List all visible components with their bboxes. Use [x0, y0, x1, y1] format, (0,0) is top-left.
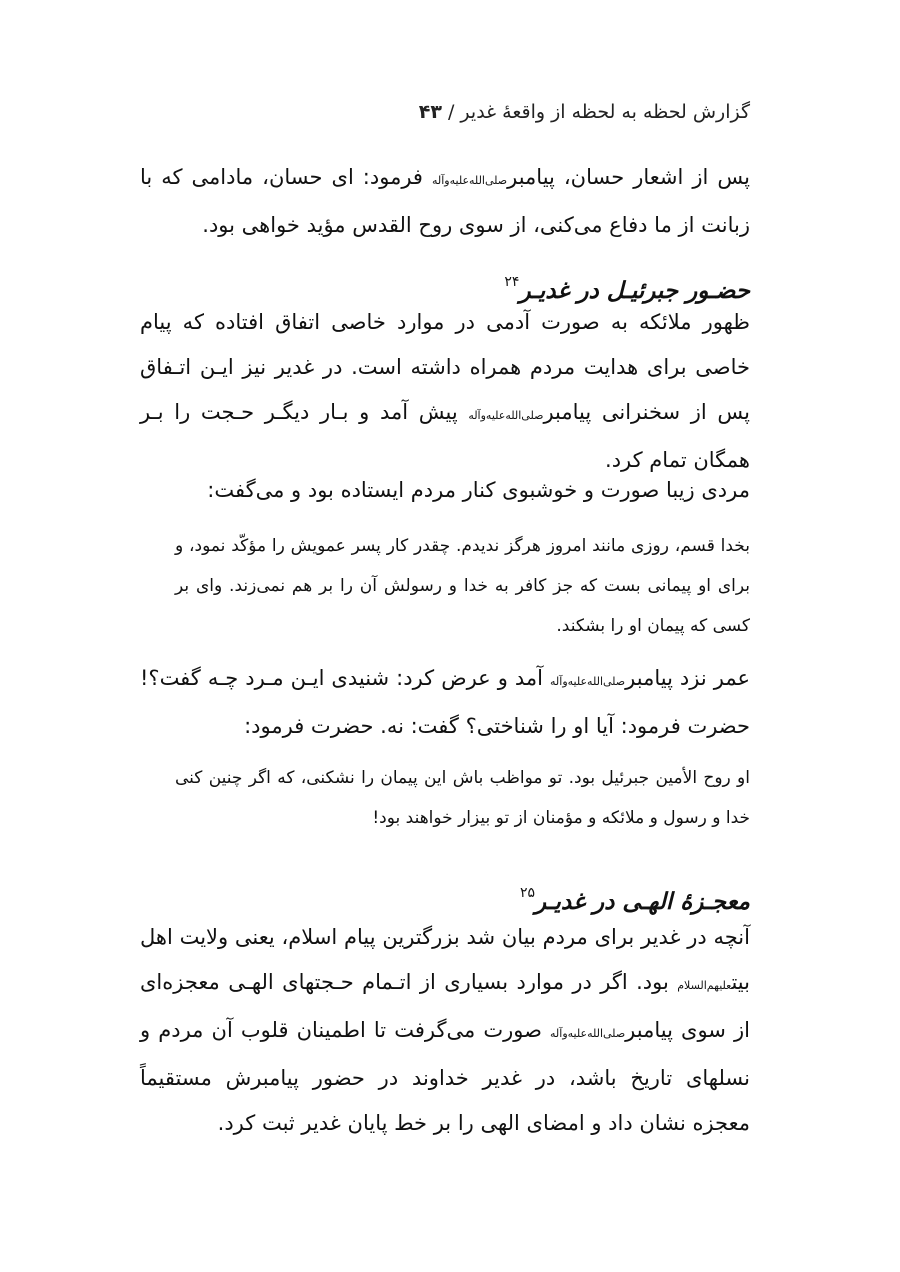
page-number: ۴۳ — [418, 101, 442, 123]
running-head-title: گزارش لحظه به لحظه از واقعۀ غدیر / — [441, 101, 750, 123]
salawat-mark: صلی‌الله‌علیه‌وآله — [468, 409, 544, 422]
heading-text: معجـزۀ الهـی در غدیـر — [535, 889, 750, 915]
paragraph-miracle — [140, 915, 750, 1146]
paragraph-text: پیش آمد و بـار دیگـر حـجت را بـر همگان تمام کرد. — [140, 400, 750, 472]
quote-prophet-reply: او روح الأمین جبرئیل بود. تو مواظب باش این پیمان را نشکنی، که اگر چنین کنی خدا و رسول و ملائکه و مؤمنان از تو بیزار خواهند بود! — [175, 768, 750, 828]
footnote-marker: ۲۵ — [520, 885, 536, 901]
paragraph-text: عمر نزد پیامبر — [625, 666, 750, 690]
paragraph-text: آنچه در غدیر برای مردم بیان شد بزرگترین پیام اسلام، یعنی ولایت اهل بیت — [140, 925, 750, 994]
salawat-mark: صلی‌الله‌علیه‌وآله — [550, 1027, 626, 1040]
salawat-mark: صلی‌الله‌علیه‌وآله — [550, 675, 626, 688]
paragraph-text: ظهور ملائکه به صورت آدمی در موارد خاصی اتفاق افتاده که پیام خاصی برای هدایت مردم همراه داشته است. در غدیر نیز ایـن اتـفاق پس از سخنرانی پیامبر — [140, 310, 750, 424]
paragraph-angels — [140, 300, 750, 483]
footnote-marker: ۲۴ — [504, 274, 520, 290]
heading-text: حضـور جبرئیـل در غدیـر — [519, 278, 750, 304]
paragraph-text: بود. اگر در موارد بسیاری از اتـمام حـجتهای الهـی معجزه‌ای از سوی پیامبر — [140, 970, 750, 1042]
paragraph-hassan — [140, 155, 750, 248]
paragraph-text: صورت می‌گرفت تا اطمینان قلوب آن مردم و نسلهای تاریخ باشد، در غدیر خداوند در حضور پیامبرش مستقیماً معجزه نشان داد و امضای الهی را بر خط پایان غدیر ثبت کرد. — [140, 1018, 750, 1135]
quote-man-speech: بخدا قسم، روزی مانند امروز هرگز ندیدم. چقدر کار پسر عمویش را مؤکّد نمود، و برای او پیمانی بست که جز کافر به خدا و رسولش آن را بر هم نمی‌زند. وای بر کسی که پیمان او را بشکند. — [175, 536, 750, 636]
paragraph-text: پس از اشعار حسان، پیامبر — [507, 165, 750, 189]
running-head — [130, 96, 750, 128]
salawat-mark: صلی‌الله‌علیه‌وآله — [431, 174, 508, 187]
paragraph-text: آمد و عرض کرد: شنیدی ایـن مـرد چـه گفت؟! حضرت فرمود: آیا او را شناختی؟ گفت: نه. حضرت فرمود: — [140, 666, 750, 738]
paragraph-text: فرمود: ای حسان، مادامی که با زبانت از ما دفاع می‌کنی، از سوی روح القدس مؤید خواهی بود. — [140, 165, 750, 237]
paragraph-handsome-man: مردی زیبا صورت و خوشبوی کنار مردم ایستاده بود و می‌گفت: — [207, 478, 750, 502]
salawat-mark: علیهم‌السلام — [677, 979, 732, 992]
paragraph-umar — [140, 656, 750, 749]
